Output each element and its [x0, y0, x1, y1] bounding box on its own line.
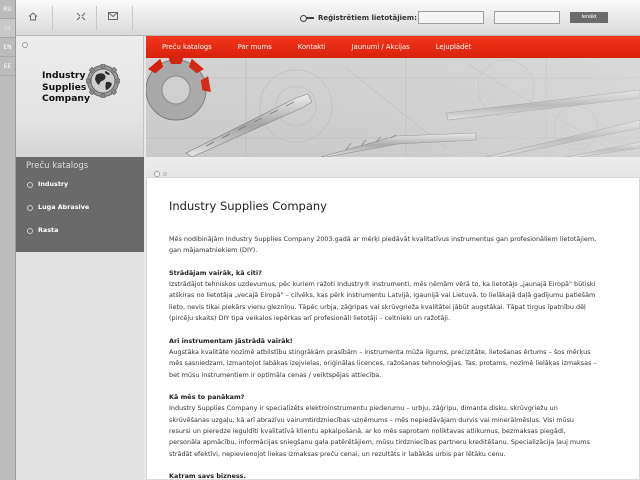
paragraph-text: Industry Supplies Company ir specializēts elektroinstrumentu piederumu – urbju, zāģripu, dimanta disku, skrūvgriežu un skrūvēšanas uzgaļu, kā arī abrazīvu vairumtirdzniecības uzņēmums – mēs nepiedāvājam durvis vai minerālmēslus. Visi mūsu resursi un pieredze ieguldīti kvalitatīvā klientu apkalpošanā, ar ko mēs saprotam noliktavas atlikumus, bezmaksas piegādi, personāla apmācību, informācijas sniegšanu gala patērētājiem, mūsu tirdzniecības partneru kreditēšanu. Specializācija ļauj mums strādāt efektīvi, nepievienojot liekas izmaksas preču cenai, un rezultāts ir labākās urbis par lētāku cenu.: [169, 404, 590, 458]
sidebar-item-rasta[interactable]: Rasta: [16, 219, 144, 242]
page-title: Industry Supplies Company: [169, 199, 327, 213]
home-icon[interactable]: [28, 12, 38, 21]
lang-ru[interactable]: RU: [0, 0, 15, 19]
main-nav: [146, 36, 640, 58]
main-content: [146, 157, 640, 480]
paragraph-heading: Kā mēs to panākam?: [169, 393, 245, 402]
paragraph-heading: Katram savs bizness.: [169, 472, 246, 480]
paragraph-heading: Arī instrumentam jāstrādā vairāk!: [169, 336, 293, 345]
catalog-menu: [16, 157, 144, 252]
paragraph: [169, 234, 597, 257]
tools-banner-image: [146, 58, 640, 157]
sidebar-item-industry[interactable]: Industry: [16, 173, 144, 196]
divider: [96, 6, 97, 30]
company-logo[interactable]: [42, 70, 90, 105]
nav-news[interactable]: Jaunumi / Akcijas: [351, 43, 410, 51]
logo-line: Industry: [42, 70, 86, 81]
paragraph: [169, 392, 597, 460]
mail-icon[interactable]: [108, 12, 118, 21]
logo-line: Supplies: [42, 81, 87, 93]
register-label: Reģistrētiem lietotājiem:: [318, 14, 417, 22]
decor-dot: [163, 172, 167, 176]
login-area: [300, 11, 417, 25]
article-text: [169, 234, 597, 480]
lang-en[interactable]: EN: [0, 38, 15, 57]
paragraph-heading: Strādājam vairāk, kā citi?: [169, 268, 262, 277]
paragraph-text: Izstrādājot tehniskos uzdevumus, pēc kuriem ražoti Industry® instrumenti, mēs ņēmām vērā to, ka lietotājs „jaunajā Eiropā" būtiski atšķiras no lietotāja „vecajā Eiropā" – cilvēks, kas pērk instrumentu Latvijā, Igaunijā vai Lietuvā, to lielākajā daļā gadījumu patiešām lieto, nevis tikai piekārs vienu gleznīņu. Tāpēc urbja, zāģripas vai skrūvgrieža kvalitātei jābūt augstākai. Tāpat tirgus īpatnību dēļ (pircēju skaits) DIY tipa veikalos iepērkas arī profesionāli lietotāji – celtnieki un ražotāji.: [169, 280, 596, 323]
article: [146, 177, 640, 480]
password-input[interactable]: [494, 11, 560, 24]
site-frame: [16, 0, 640, 480]
paragraph-text: Augstāka kvalitāte nozīmē atbilstību stingrākām prasībām – instrumenta mūža ilgums, precizitāte, lietošanas ērtums – šos mērķus mēs sasniedzam, izmantojot labākas izejvielas, oriģinālas licences, ražošanas tehnoloģijas. Tas, protams, nozīmē lielākas izmaksas – bet mūsu instrumentiem ir optimāla cenas / veiktspējas attiecība.: [169, 347, 597, 379]
logo-line: Company: [42, 93, 90, 104]
paragraph: [169, 268, 597, 324]
nav-contacts[interactable]: Kontakti: [297, 43, 326, 51]
nav-download[interactable]: Lejuplādēt: [435, 43, 472, 51]
sidebar-title: Preču katalogs: [26, 161, 89, 171]
key-icon: [300, 14, 314, 22]
paragraph-text: Mēs nodibinājām Industry Supplies Company 2003.gadā ar mērķi piedāvāt kvalitatīvus instrumentus gan profesionāliem lietotājiem, gan mājamatniekiem (DIY).: [169, 235, 597, 255]
top-bar: [16, 0, 640, 36]
paragraph: [169, 336, 597, 381]
globe-gear-icon: [86, 64, 120, 98]
sidebar: [16, 157, 144, 480]
header-banner: [146, 58, 640, 157]
divider: [132, 6, 133, 30]
decor-dot: [22, 42, 28, 48]
lang-lv[interactable]: LV: [0, 19, 15, 38]
nav-catalog[interactable]: Preču katalogs: [162, 43, 212, 51]
lang-ee[interactable]: EE: [0, 57, 15, 76]
nav-about[interactable]: Par mums: [237, 43, 272, 51]
sidebar-item-luga-abrasive[interactable]: Luga Abrasive: [16, 196, 144, 219]
logo-panel: [16, 36, 144, 157]
language-switcher: [0, 0, 16, 480]
login-button[interactable]: Ienākt: [570, 12, 608, 23]
sitemap-icon[interactable]: [76, 12, 86, 21]
divider: [52, 6, 53, 30]
username-input[interactable]: [418, 11, 484, 24]
paragraph: [169, 471, 597, 480]
